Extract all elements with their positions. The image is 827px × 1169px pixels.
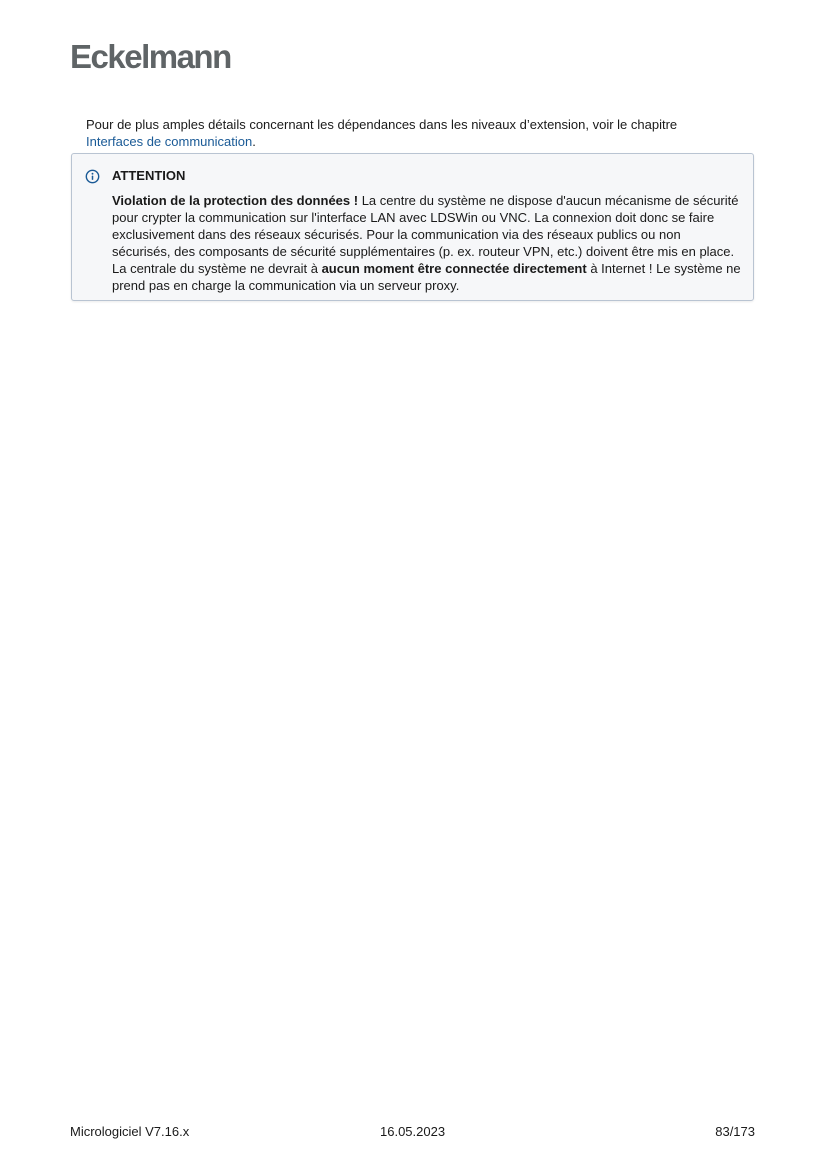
callout-bold-emphasis: aucun moment être connectée directement [321, 261, 587, 276]
attention-callout [71, 153, 754, 301]
footer-firmware-version: Micrologiciel V7.16.x [70, 1124, 190, 1139]
footer-page-number: 83/173 [715, 1124, 755, 1139]
callout-title: ATTENTION [112, 168, 186, 183]
intro-paragraph [86, 116, 746, 150]
info-circle-icon [85, 169, 100, 184]
callout-bold-heading: Violation de la protection des données ! [112, 193, 359, 208]
company-logo: Eckelmann [70, 38, 231, 75]
footer-date: 16.05.2023 [380, 1124, 446, 1139]
callout-text-part2: La centre du système ne dispose d'aucun mécanisme de sécurité pour crypter la communication sur l'interface LAN avec LDSWin ou VNC. La connexion doit donc se faire exclusivement dans des réseaux sécurisés. Pour la communication via des réseaux publics ou non sécurisés, des composants de sécurité supplémentaires (p. ex. routeur VPN, etc.) doivent être mis en place. La centrale du système ne devrait à [112, 193, 739, 276]
intro-trailing-period: . [252, 134, 256, 149]
callout-body [112, 192, 742, 294]
intro-text: Pour de plus amples détails concernant les dépendances dans les niveaux d’extension, voir le chapitre [86, 117, 678, 132]
callout-text-part4: à Internet ! Le système ne prend pas en charge la communication via un serveur proxy. [112, 261, 741, 293]
interfaces-de-communication-link[interactable]: Interfaces de communication [86, 134, 253, 149]
